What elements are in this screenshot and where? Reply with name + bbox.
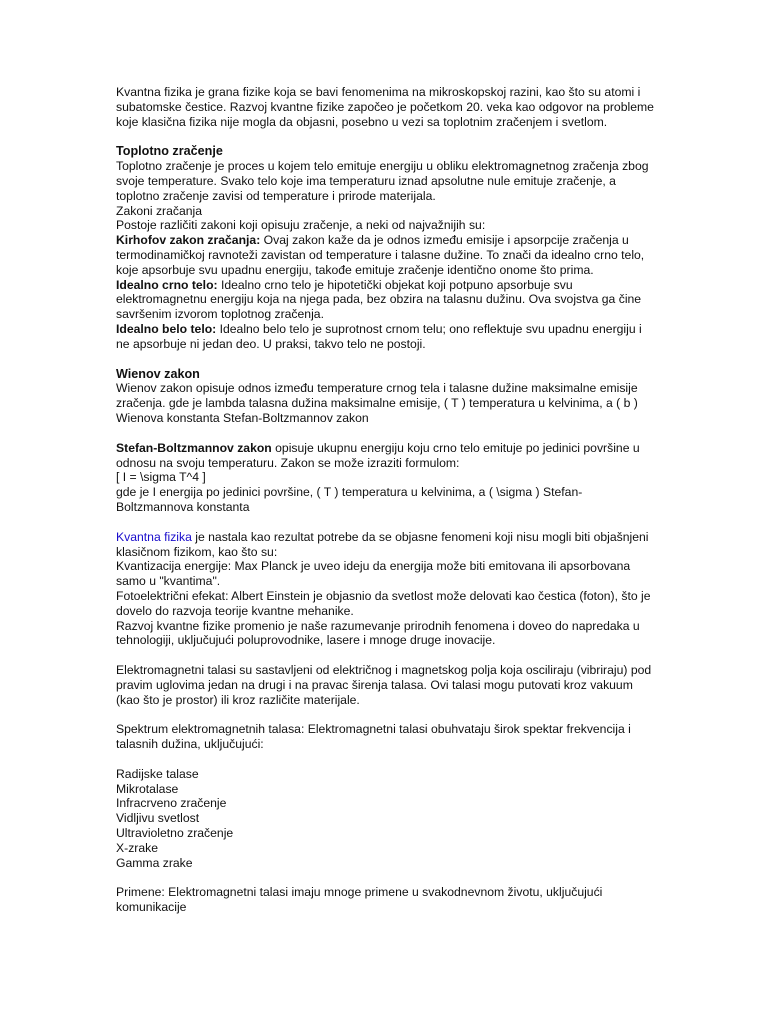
white-body-text: Idealno belo telo je suprotnost crnom telu; ono reflektuje svu upadnu energiju i ne apsorbuje ni jedan deo. U praksi, takvo telo ne postoji.	[116, 321, 642, 351]
stefan-paragraph	[116, 441, 656, 471]
white-body-paragraph	[116, 322, 656, 352]
white-body-term: Idealno belo telo:	[116, 321, 217, 336]
document-body	[116, 85, 656, 915]
spectrum-list	[116, 767, 656, 871]
thermal-paragraph: Toplotno zračenje je proces u kojem telo emituje energiju u obliku elektromagnetnog zračenja zbog svoje temperature. Svako telo koje ima temperaturu iznad apsolutne nule emituje zračenje, a toplotno zračenje zavisi od temperature i prirode materijala.	[116, 159, 649, 203]
laws-intro: Postoje različiti zakoni koji opisuju zračenje, a neki od najvažnijih su:	[116, 218, 486, 233]
section-heading-wien: Wienov zakon	[116, 366, 200, 381]
section-heading-thermal: Toplotno zračenje	[116, 144, 223, 159]
wien-paragraph: Wienov zakon opisuje odnos između temperature crnog tela i talasne dužine maksimalne emisije zračenja. gde je lambda talasna dužina maksimalne emisije, ( T ) temperatura u kelvinima, a ( b ) Wienova konstanta Stefan-Boltzmannov zakon	[116, 381, 638, 425]
blank-line	[116, 752, 656, 767]
black-body-text: Idealno crno telo je hipotetički objekat koji potpuno apsorbuje svu elektromagnetnu energiju koja na njega pada, bez obzira na talasnu dužinu. Ova svojstva ga čine savršenim izvorom toplotnog zračenja.	[116, 277, 642, 322]
list-item: X-zrake	[116, 840, 158, 855]
stefan-term: Stefan-Boltzmannov zakon	[116, 440, 272, 455]
intro-paragraph: Kvantna fizika je grana fizike koja se bavi fenomenima na mikroskopskoj razini, kao što su atomi i subatomske čestice. Razvoj kvantne fizike započeo je početkom 20. veka kao odgovor na probleme koje klasična fizika nije mogla da objasni, posebno u vezi sa toplotnim zračenjem i svetlom.	[116, 85, 654, 129]
list-item: Infracrveno zračenje	[116, 796, 227, 811]
black-body-paragraph	[116, 278, 656, 322]
quantum-item: Kvantizacija energije: Max Planck je uveo ideju da energija može biti emitovana ili apsorbovana samo u "kvantima".	[116, 559, 631, 589]
quantum-paragraph	[116, 530, 656, 560]
spectrum-intro: Spektrum elektromagnetnih talasa: Elektromagnetni talasi obuhvataju širok spektar frekvencija i talasnih dužina, uključujući:	[116, 722, 631, 752]
em-waves-paragraph: Elektromagnetni talasi su sastavljeni od električnog i magnetskog polja koja osciliraju (vibriraju) pod pravim uglovima jedan na drugi i na pravac širenja talasa. Ovi talasi mogu putovati kroz vakuum (kao što je prostor) ili kroz različite materijale.	[116, 663, 652, 707]
stefan-formula: [ I = \sigma T^4 ]	[116, 470, 206, 485]
quantum-physics-link[interactable]: Kvantna fizika	[116, 529, 192, 544]
stefan-explanation: gde je I energija po jedinici površine, ( T ) temperatura u kelvinima, a ( \sigma ) Stefan-Boltzmannova konstanta	[116, 485, 583, 514]
quantum-item: Fotoelektrični efekat: Albert Einstein je objasnio da svetlost može delovati kao čestica (foton), što je dovelo do razvoja teorije kvantne mehanike.	[116, 588, 651, 618]
list-item: Vidljivu svetlost	[116, 811, 200, 826]
list-item: Radijske talase	[116, 766, 199, 781]
list-item: Mikrotalase	[116, 781, 179, 796]
list-item: Ultravioletno zračenje	[116, 826, 234, 841]
list-item: Gamma zrake	[116, 855, 193, 870]
applications-paragraph: Primene: Elektromagnetni talasi imaju mnoge primene u svakodnevnom životu, uključujući komunikacije	[116, 885, 603, 915]
laws-title: Zakoni zračanja	[116, 203, 203, 218]
quantum-text: je nastala kao rezultat potrebe da se objasne fenomeni koji nisu mogli biti objašnjeni klasičnom fizikom, kao što su:	[116, 529, 649, 559]
kirchhoff-term: Kirhofov zakon zračanja:	[116, 233, 261, 248]
black-body-term: Idealno crno telo:	[116, 277, 218, 292]
kirchhoff-text: Ovaj zakon kaže da je odnos između emisije i apsorpcije zračenja u termodinamičkoj ravnoteži zavistan od temperature i talasne dužine. To znači da idealno crno telo, koje apsorbuje svu upadnu energiju, takođe emituje zračenje identično onome što prima.	[116, 233, 645, 277]
quantum-item: Razvoj kvantne fizike promenio je naše razumevanje prirodnih fenomena i doveo do napredaka u tehnologiji, uključujući poluprovodnike, lasere i mnoge druge inovacije.	[116, 618, 640, 648]
kirchhoff-paragraph	[116, 233, 656, 277]
stefan-text: opisuje ukupnu energiju koju crno telo emituje po jedinici površine u odnosu na svoju temperaturu. Zakon se može izraziti formulom:	[116, 440, 640, 470]
